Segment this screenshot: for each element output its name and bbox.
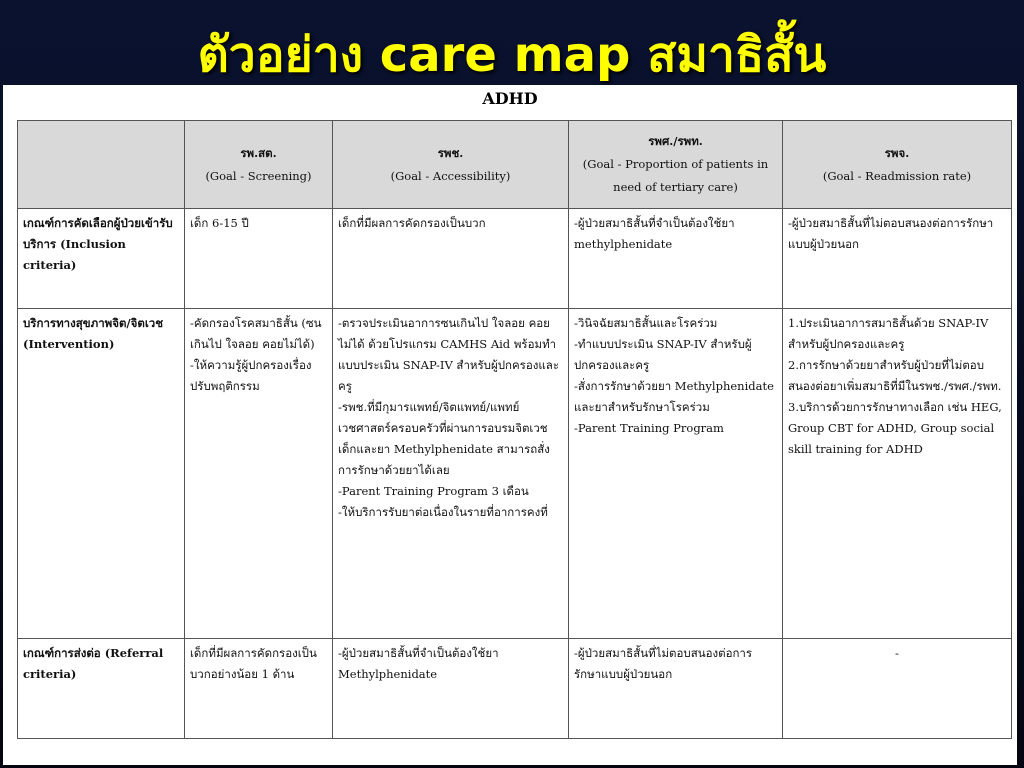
- table-cell: [185, 639, 333, 739]
- level-label: รพ.สต.: [240, 145, 277, 160]
- goal-label: (Goal - Readmission rate): [822, 168, 972, 183]
- cell-line: -Parent Training Program: [574, 421, 724, 435]
- care-map-table: [17, 120, 1012, 739]
- cell-line: -: [895, 646, 899, 660]
- table-row: [18, 639, 1012, 739]
- cell-line: -Parent Training Program 3 เดือน: [338, 484, 529, 498]
- cell-line: -ผู้ป่วยสมาธิสั้นที่ไม่ตอบสนองต่อการรักษาแบบผู้ป่วยนอก: [574, 646, 753, 681]
- row-header-referral: เกณฑ์การส่งต่อ (Referral criteria): [18, 639, 185, 739]
- table-cell: [569, 639, 783, 739]
- table-header-row: [18, 121, 1012, 209]
- table-cell: [333, 309, 569, 639]
- table-cell: [185, 209, 333, 309]
- row-header-inclusion: เกณฑ์การคัดเลือกผู้ป่วยเข้ารับบริการ (Inclusion criteria): [18, 209, 185, 309]
- table-cell: [783, 209, 1012, 309]
- level-label: รพจ.: [884, 145, 910, 160]
- cell-line: เด็ก 6-15 ปี: [190, 216, 249, 230]
- cell-line: เด็กที่มีผลการคัดกรองเป็นบวก: [338, 216, 486, 230]
- table-row: [18, 209, 1012, 309]
- table-cell: [333, 639, 569, 739]
- slide-title: ตัวอย่าง care map สมาธิสั้น: [197, 27, 827, 83]
- cell-line: -วินิจฉัยสมาธิสั้นและโรคร่วม: [574, 316, 718, 330]
- header-cell-level: [569, 121, 783, 209]
- table-cell: [569, 209, 783, 309]
- cell-line: เด็กที่มีผลการคัดกรองเป็นบวกอย่างน้อย 1 ด้าน: [190, 646, 317, 681]
- cell-line: 2.การรักษาด้วยยาสำหรับผู้ป่วยที่ไม่ตอบสนองต่อยาเพิ่มสมาธิที่มีในรพช./รพศ./รพท.: [788, 358, 1002, 393]
- table-cell: [185, 309, 333, 639]
- cell-line: -ให้บริการรับยาต่อเนื่องในรายที่อาการคงที่: [338, 505, 548, 519]
- cell-line: -รพช.ที่มีกุมารแพทย์/จิตแพทย์/แพทย์เวชศาสตร์ครอบครัวที่ผ่านการอบรมจิตเวชเด็กและยา Methylphenidate สามารถสั่งการรักษาด้วยยาได้เลย: [338, 400, 550, 477]
- row-header-intervention: บริการทางสุขภาพจิต/จิตเวช (Intervention): [18, 309, 185, 639]
- cell-line: 3.บริการด้วยการรักษาทางเลือก เช่น HEG, Group CBT for ADHD, Group social skill training for ADHD: [788, 400, 1002, 456]
- cell-line: -ผู้ป่วยสมาธิสั้นที่จำเป็นต้องใช้ยา Methylphenidate: [338, 646, 499, 681]
- table-cell: [333, 209, 569, 309]
- table-cell: [783, 639, 1012, 739]
- goal-label: (Goal - Screening): [205, 168, 312, 183]
- goal-label: (Goal - Proportion of patients in need of tertiary care): [582, 157, 769, 194]
- cell-line: -ผู้ป่วยสมาธิสั้นที่จำเป็นต้องใช้ยา methylphenidate: [574, 216, 735, 251]
- cell-line: -ตรวจประเมินอาการซนเกินไป ใจลอย คอยไม่ได้ ด้วยโปรแกรม CAMHS Aid พร้อมทำแบบประเมิน SNAP-IV สำหรับผู้ปกครองและครู: [338, 316, 559, 393]
- header-cell-level: [185, 121, 333, 209]
- table-cell: [569, 309, 783, 639]
- goal-label: (Goal - Accessibility): [390, 168, 511, 183]
- level-label: รพศ./รพท.: [648, 134, 703, 148]
- cell-line: -ให้ความรู้ผู้ปกครองเรื่องปรับพฤติกรรม: [190, 358, 312, 393]
- document-page: [3, 85, 1017, 765]
- table-cell: [783, 309, 1012, 639]
- table-row: [18, 309, 1012, 639]
- cell-line: -สั่งการรักษาด้วยยา Methylphenidate และยาสำหรับรักษาโรคร่วม: [574, 379, 774, 414]
- header-cell-level: [783, 121, 1012, 209]
- cell-line: -คัดกรองโรคสมาธิสั้น (ซนเกินไป ใจลอย คอยไม่ได้): [190, 316, 322, 351]
- header-cell-level: [333, 121, 569, 209]
- header-cell-empty: [18, 121, 185, 209]
- level-label: รพช.: [437, 145, 464, 160]
- cell-line: -ทำแบบประเมิน SNAP-IV สำหรับผู้ปกครองและครู: [574, 337, 752, 372]
- document-title: ADHD: [482, 89, 538, 108]
- cell-line: 1.ประเมินอาการสมาธิสั้นด้วย SNAP-IV สำหรับผู้ปกครองและครู: [788, 316, 989, 351]
- cell-line: -ผู้ป่วยสมาธิสั้นที่ไม่ตอบสนองต่อการรักษาแบบผู้ป่วยนอก: [788, 216, 994, 251]
